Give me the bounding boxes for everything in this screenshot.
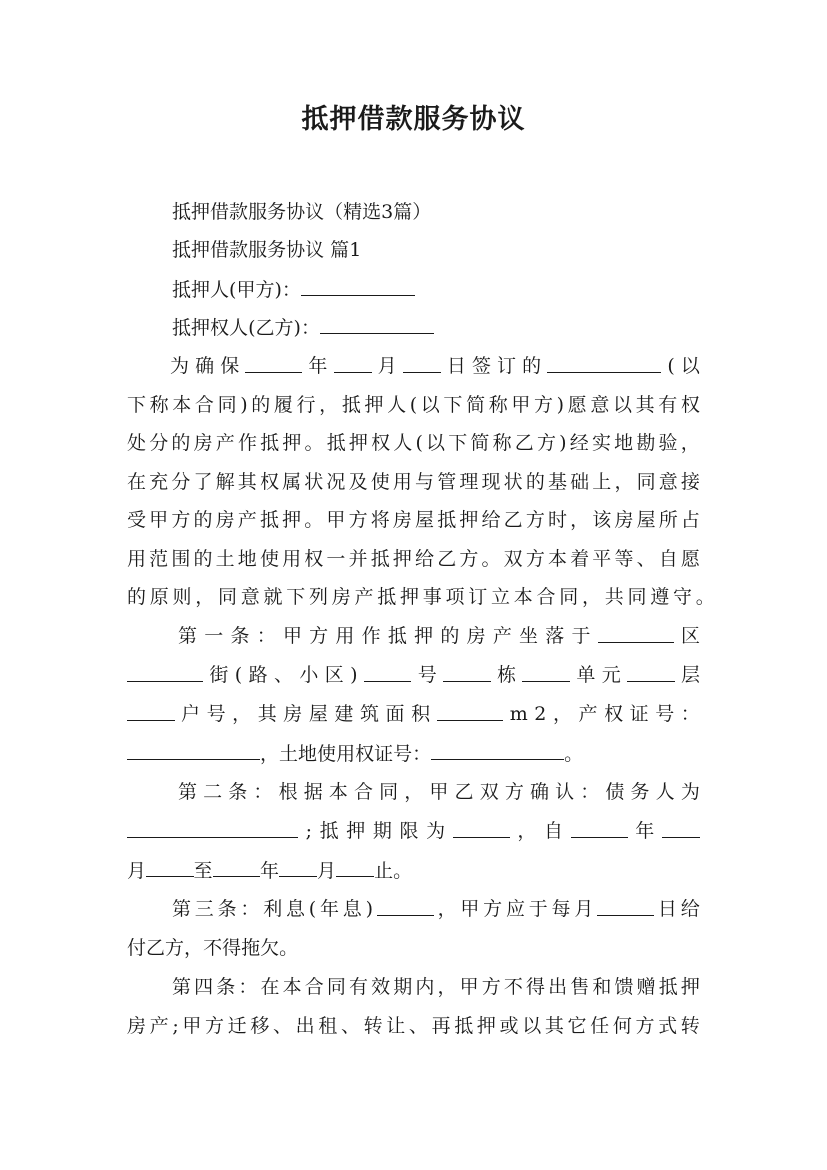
article-4-text: 房 产 ; 甲 方 迁 移 、 出 租 、 转 让 、 再 抵 押 或 以 其 它 任 何 方 式 转: [127, 1015, 700, 1037]
blank-underline: [213, 858, 261, 877]
article-2-text: 第 二 条 ： 根 据 本 合 同 ， 甲 乙 双 方 确 认 ： 债 务 人 为: [178, 781, 700, 803]
document-title: 抵押借款服务协议: [301, 104, 526, 135]
blank-underline: [334, 354, 372, 373]
article-1-text: 户 号 ， 其 房 屋 建 筑 面 积 m 2 ， 产 权 证 号 ：: [127, 702, 700, 726]
blank-underline: [522, 663, 570, 682]
blank-underline: [453, 819, 510, 838]
mortgagor-field: 抵押人(甲方)：: [172, 277, 415, 301]
article-2-text: 月 至 年 月 止。: [127, 860, 413, 882]
blank-underline: [336, 858, 374, 877]
blank-underline: [146, 858, 194, 877]
blank-underline: [245, 354, 302, 373]
article-3-text: 付乙方，不得拖欠。: [127, 937, 299, 959]
blank-underline: [127, 741, 260, 760]
article-3-text: 第 三 条 ： 利 息 ( 年 息 ) ， 甲 方 应 于 每 月 日 给: [172, 898, 700, 920]
blank-underline: [547, 354, 661, 373]
body-text-line: 为 确 保 年 月 日 签 订 的 ( 以: [170, 355, 700, 377]
body-text-line: 处 分 的 房 产 作 抵 押 。 抵 押 权 人 ( 以 下 简 称 乙 方 ) 经 实 地 勘 验 ，: [127, 432, 700, 454]
body-text-line: 在 充 分 了 解 其 权 属 状 况 及 使 用 与 管 理 现 状 的 基 础 上 ， 同 意 接: [127, 471, 700, 493]
article-1-text: 街 ( 路 、 小 区 ) 号 栋 单 元 层: [127, 663, 700, 687]
mortgagee-field: 抵押权人(乙方)：: [172, 315, 434, 339]
body-text-line: 下 称 本 合 同 ) 的 履 行 ， 抵 押 人 ( 以 下 简 称 甲 方 ) 愿 意 以 其 有 权: [127, 394, 700, 416]
blank-underline: [662, 819, 700, 838]
body-text-line: 用 范 围 的 土 地 使 用 权 一 并 抵 押 给 乙 方 。 双 方 本 着 平 等 、 自 愿: [127, 548, 700, 570]
section-heading: 抵押借款服务协议 篇1: [172, 239, 362, 261]
body-text-line: 的 原 则 ， 同 意 就 下 列 房 产 抵 押 事 项 订 立 本 合 同 ， 共 同 遵 守 。: [127, 586, 715, 608]
blank-underline: [364, 663, 412, 682]
article-4-text: 第 四 条 ： 在 本 合 同 有 效 期 内 ， 甲 方 不 得 出 售 和 馈 赠 抵 押: [172, 976, 700, 998]
blank-underline: [279, 858, 317, 877]
blank-underline: [598, 624, 674, 643]
blank-underline: [437, 702, 504, 721]
blank-underline: [403, 354, 441, 373]
blank-underline: [320, 315, 434, 334]
article-2-text: ; 抵 押 期 限 为 ， 自 年: [127, 819, 700, 843]
blank-underline: [127, 702, 175, 721]
blank-underline: [127, 663, 203, 682]
blank-underline: [377, 897, 434, 916]
article-1-text: 第 一 条 ： 甲 方 用 作 抵 押 的 房 产 坐 落 于 区: [178, 625, 700, 647]
blank-underline: [431, 741, 564, 760]
body-text-line: 受 甲 方 的 房 产 抵 押 。 甲 方 将 房 屋 抵 押 给 乙 方 时 ， 该 房 屋 所 占: [127, 509, 700, 531]
blank-underline: [627, 663, 675, 682]
blank-underline: [443, 663, 491, 682]
blank-underline: [597, 897, 654, 916]
blank-underline: [301, 277, 415, 296]
subtitle-line: 抵押借款服务协议（精选3篇）: [172, 201, 432, 223]
blank-underline: [571, 819, 628, 838]
blank-underline: [127, 819, 298, 838]
article-1-text: ，土地使用权证号： 。: [127, 741, 583, 765]
